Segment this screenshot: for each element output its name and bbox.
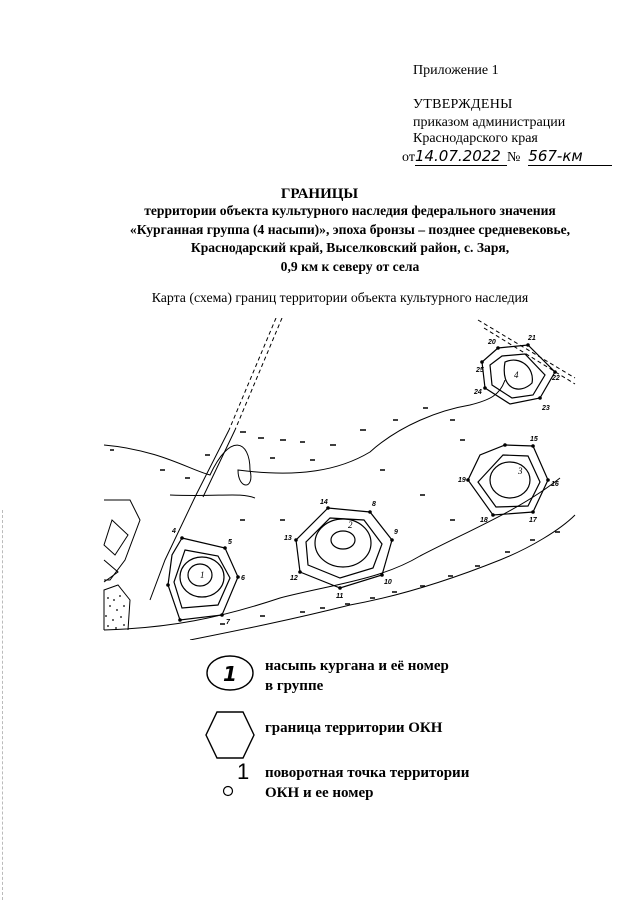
subtitle-line-2: «Курганная группа (4 насыпи)», эпоха бронзы – позднее средневековье, xyxy=(129,221,571,237)
order-number: 567-км xyxy=(528,147,612,166)
boundary-polygon xyxy=(478,455,540,507)
order-line-2: Краснодарского края xyxy=(413,131,538,146)
road-line xyxy=(229,318,282,430)
boundary-map xyxy=(100,318,580,640)
point-label-24: 24 xyxy=(474,389,482,396)
point-label-14: 14 xyxy=(320,499,328,506)
point-label-13: 13 xyxy=(284,535,292,542)
legend-symbols xyxy=(200,648,260,808)
mound-2-label: 2 xyxy=(348,520,353,530)
legend-point-number: 1 xyxy=(237,759,250,784)
scan-margin-line xyxy=(2,510,3,900)
point-label-11: 11 xyxy=(336,593,344,600)
boundary-symbol xyxy=(206,712,254,758)
document-title: ГРАНИЦЫ xyxy=(280,186,359,202)
terrain-ticks xyxy=(110,408,465,520)
terrain-contour xyxy=(190,515,575,640)
building-outline xyxy=(104,500,140,580)
order-date: 14.07.2022 xyxy=(415,147,507,166)
terrain-contour xyxy=(170,495,255,498)
mound-outline xyxy=(331,531,355,549)
legend-point-text-1: поворотная точка территории xyxy=(265,765,470,781)
date-prefix: от xyxy=(402,150,415,165)
order-line-1: приказом администрации xyxy=(413,115,566,130)
subtitle-line-4: 0,9 км к северу от села xyxy=(280,258,420,274)
legend-point-text-2: ОКН и ее номер xyxy=(265,785,374,801)
map-caption: Карта (схема) границ территории объекта культурного наследия xyxy=(151,290,529,305)
point-label-12: 12 xyxy=(290,575,298,582)
boundary-polygon xyxy=(296,508,392,588)
point-label-9: 9 xyxy=(394,529,398,536)
point-label-5: 5 xyxy=(228,539,232,546)
point-label-25: 25 xyxy=(476,367,484,374)
legend-boundary-text: граница территории ОКН xyxy=(265,720,443,736)
point-label-7: 7 xyxy=(226,619,230,626)
mound-4-label: 4 xyxy=(514,370,519,380)
subtitle-line-1: территории объекта культурного наследия федерального значения xyxy=(144,203,556,218)
mound-outline xyxy=(315,519,371,567)
point-label-4: 4 xyxy=(172,528,176,535)
terrain-contour xyxy=(104,380,505,485)
mound-1-label: 1 xyxy=(200,570,205,580)
mound-2 xyxy=(296,508,392,588)
mound-3 xyxy=(468,445,548,515)
point-label-6: 6 xyxy=(241,575,245,582)
road-line xyxy=(150,430,235,600)
document-subtitle xyxy=(60,202,639,276)
order-date-line xyxy=(402,147,612,166)
sand-area xyxy=(105,595,125,629)
appendix-label: Приложение 1 xyxy=(413,63,499,78)
turning-point-labels xyxy=(171,335,560,626)
legend-mound-number: 1 xyxy=(223,662,237,686)
point-label-10: 10 xyxy=(384,579,392,586)
point-label-23: 23 xyxy=(542,405,550,412)
mound-outline xyxy=(490,462,530,498)
number-sign: № xyxy=(506,150,521,165)
legend-mound-text-2: в группе xyxy=(265,678,324,694)
mound-3-label: 3 xyxy=(518,466,523,476)
subtitle-line-3: Краснодарский край, Выселковский район, с. Заря, xyxy=(190,240,510,255)
point-label-16: 16 xyxy=(551,481,559,488)
point-label-8: 8 xyxy=(372,501,376,508)
mound-4 xyxy=(482,345,555,404)
approved-heading: УТВЕРЖДЕНЫ xyxy=(413,97,513,112)
point-label-19: 19 xyxy=(458,477,466,484)
building-outline xyxy=(104,585,130,630)
legend-mound-text-1: насыпь кургана и её номер xyxy=(265,658,449,674)
point-label-21: 21 xyxy=(528,335,536,342)
point-label-17: 17 xyxy=(529,517,537,524)
point-symbol xyxy=(224,787,233,796)
turning-points xyxy=(166,343,557,622)
point-label-20: 20 xyxy=(488,339,496,346)
point-label-15: 15 xyxy=(530,436,538,443)
legend-mound xyxy=(265,656,449,696)
point-label-18: 18 xyxy=(480,517,488,524)
point-label-22: 22 xyxy=(552,375,560,382)
legend-point xyxy=(265,763,469,803)
